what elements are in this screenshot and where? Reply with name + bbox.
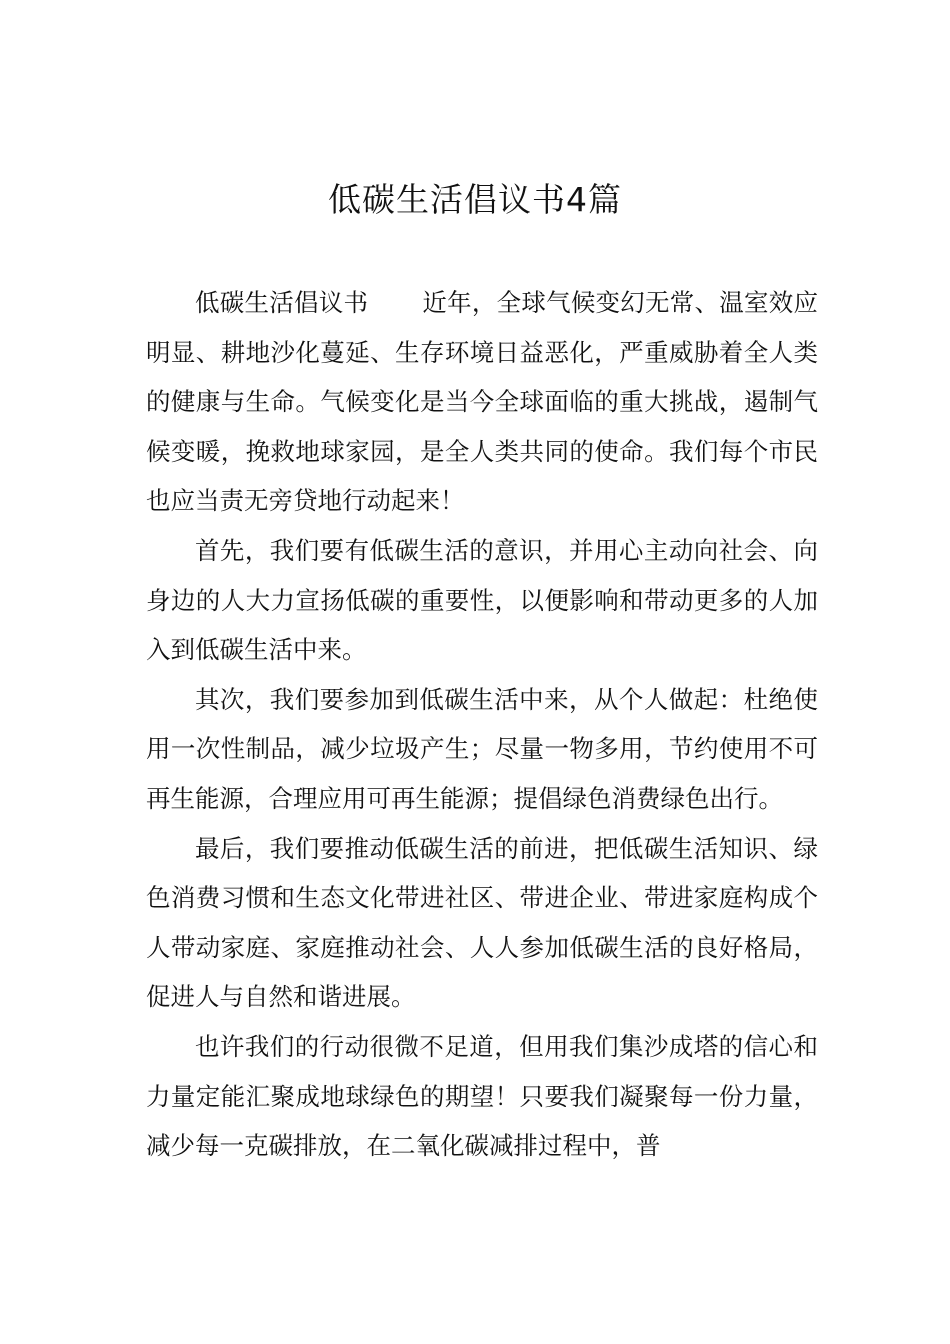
- intro-paragraph: [146, 278, 818, 526]
- paragraph-third: 最后，我们要推动低碳生活的前进，把低碳生活知识、绿色消费习惯和生态文化带进社区、带进企业、带进家庭构成个人带动家庭、家庭推动社会、人人参加低碳生活的良好格局，促进人与自然和谐进展。: [146, 833, 818, 1012]
- intro-heading: 低碳生活倡议书: [195, 288, 369, 317]
- paragraph-second: 其次，我们要参加到低碳生活中来，从个人做起：杜绝使用一次性制品，减少垃圾产生；尽量一物多用，节约使用不可再生能源，合理应用可再生能源；提倡绿色消费绿色出行。: [146, 684, 818, 813]
- intro-text: 近年，全球气候变幻无常、温室效应明显、耕地沙化蔓延、生存环境日益恶化，严重威胁着全人类的健康与生命。气候变化是当今全球面临的重大挑战，遏制气候变暖，挽救地球家园，是全人类共同的使命。我们每个市民也应当责无旁贷地行动起来！: [146, 288, 819, 516]
- document-body: [146, 278, 818, 1171]
- paragraph-fourth: 也许我们的行动很微不足道，但用我们集沙成塔的信心和力量定能汇聚成地球绿色的期望！只要我们凝聚每一份力量，减少每一克碳排放，在二氧化碳减排过程中，普: [146, 1031, 818, 1161]
- paragraph-first: 首先，我们要有低碳生活的意识，并用心主动向社会、向身边的人大力宣扬低碳的重要性，以便影响和带动更多的人加入到低碳生活中来。: [146, 535, 818, 665]
- document-title: 低碳生活倡议书4篇: [328, 180, 622, 219]
